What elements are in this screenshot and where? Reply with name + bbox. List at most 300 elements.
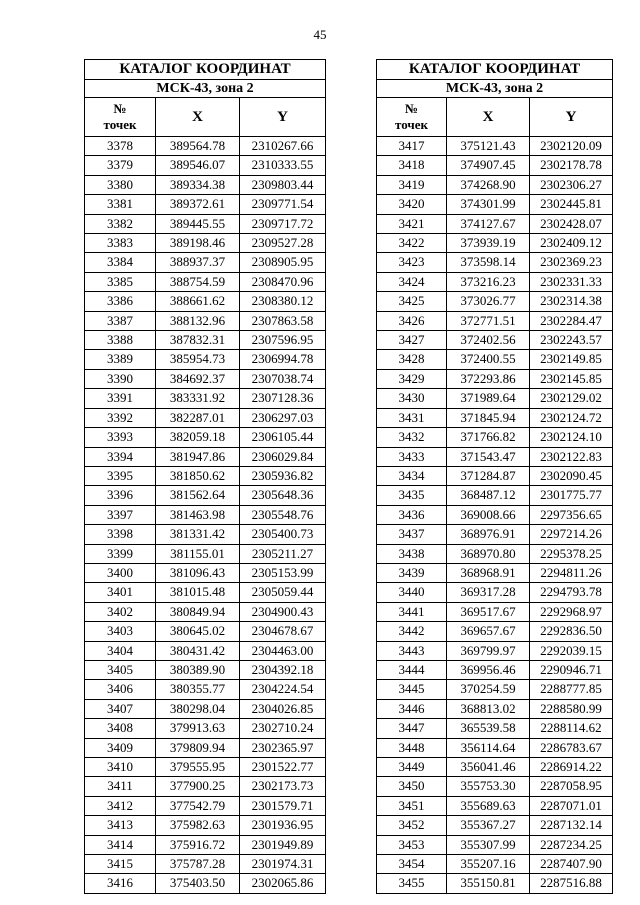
table-row — [85, 544, 326, 563]
table-row — [85, 447, 326, 466]
column-header-x: X — [447, 98, 530, 137]
y-coordinate-cell: 2287516.88 — [530, 874, 613, 893]
x-coordinate-cell: 368968.91 — [447, 563, 530, 582]
x-coordinate-cell: 371284.87 — [447, 466, 530, 485]
table-row — [377, 855, 613, 874]
x-coordinate-cell: 380431.42 — [156, 641, 240, 660]
point-number-cell: 3401 — [85, 583, 156, 602]
point-number-cell: 3451 — [377, 796, 447, 815]
point-number-cell: 3435 — [377, 486, 447, 505]
x-coordinate-cell: 355150.81 — [447, 874, 530, 893]
table-row — [377, 408, 613, 427]
point-number-cell: 3426 — [377, 311, 447, 330]
y-coordinate-cell: 2306105.44 — [240, 428, 326, 447]
table-row — [377, 466, 613, 485]
x-coordinate-cell: 373598.14 — [447, 253, 530, 272]
y-coordinate-cell: 2305400.73 — [240, 525, 326, 544]
y-coordinate-cell: 2302243.57 — [530, 331, 613, 350]
y-coordinate-cell: 2305548.76 — [240, 505, 326, 524]
column-header-point-number — [377, 98, 447, 137]
table-row — [377, 680, 613, 699]
x-coordinate-cell: 372402.56 — [447, 331, 530, 350]
table-row — [377, 447, 613, 466]
y-coordinate-cell: 2304392.18 — [240, 660, 326, 679]
x-coordinate-cell: 389564.78 — [156, 137, 240, 156]
x-coordinate-cell: 374907.45 — [447, 156, 530, 175]
y-coordinate-cell: 2287132.14 — [530, 816, 613, 835]
table-row — [377, 311, 613, 330]
y-coordinate-cell: 2301974.31 — [240, 855, 326, 874]
x-coordinate-cell: 355307.99 — [447, 835, 530, 854]
point-number-cell: 3412 — [85, 796, 156, 815]
point-number-cell: 3434 — [377, 466, 447, 485]
table-row — [85, 796, 326, 815]
x-coordinate-cell: 384692.37 — [156, 369, 240, 388]
x-coordinate-cell: 380355.77 — [156, 680, 240, 699]
table-row — [85, 253, 326, 272]
point-number-cell: 3386 — [85, 292, 156, 311]
y-coordinate-cell: 2305211.27 — [240, 544, 326, 563]
table-row — [85, 156, 326, 175]
x-coordinate-cell: 381947.86 — [156, 447, 240, 466]
point-number-cell: 3403 — [85, 622, 156, 641]
table-row — [85, 583, 326, 602]
x-coordinate-cell: 389445.55 — [156, 214, 240, 233]
point-number-cell: 3450 — [377, 777, 447, 796]
column-header-y: Y — [530, 98, 613, 137]
table-row — [377, 234, 613, 253]
y-coordinate-cell: 2302710.24 — [240, 719, 326, 738]
column-header-number-sign: № — [404, 101, 419, 116]
x-coordinate-cell: 379913.63 — [156, 719, 240, 738]
column-header-points-word: точек — [395, 117, 428, 132]
point-number-cell: 3443 — [377, 641, 447, 660]
point-number-cell: 3408 — [85, 719, 156, 738]
table-row — [85, 835, 326, 854]
x-coordinate-cell: 356041.46 — [447, 758, 530, 777]
table-row — [377, 369, 613, 388]
point-number-cell: 3402 — [85, 602, 156, 621]
table-row — [377, 272, 613, 291]
point-number-cell: 3414 — [85, 835, 156, 854]
table-row — [85, 331, 326, 350]
y-coordinate-cell: 2287058.95 — [530, 777, 613, 796]
x-coordinate-cell: 375916.72 — [156, 835, 240, 854]
table-row — [85, 563, 326, 582]
y-coordinate-cell: 2307128.36 — [240, 389, 326, 408]
x-coordinate-cell: 380389.90 — [156, 660, 240, 679]
point-number-cell: 3400 — [85, 563, 156, 582]
table-row — [377, 486, 613, 505]
x-coordinate-cell: 382059.18 — [156, 428, 240, 447]
x-coordinate-cell: 374127.67 — [447, 214, 530, 233]
table-title: КАТАЛОГ КООРДИНАТ — [377, 60, 613, 80]
point-number-cell: 3417 — [377, 137, 447, 156]
x-coordinate-cell: 375403.50 — [156, 874, 240, 893]
point-number-cell: 3424 — [377, 272, 447, 291]
table-row — [377, 699, 613, 718]
point-number-cell: 3445 — [377, 680, 447, 699]
point-number-cell: 3395 — [85, 466, 156, 485]
table-row — [85, 777, 326, 796]
point-number-cell: 3430 — [377, 389, 447, 408]
x-coordinate-cell: 371766.82 — [447, 428, 530, 447]
point-number-cell: 3423 — [377, 253, 447, 272]
column-header-point-number — [85, 98, 156, 137]
x-coordinate-cell: 375787.28 — [156, 855, 240, 874]
point-number-cell: 3444 — [377, 660, 447, 679]
x-coordinate-cell: 374301.99 — [447, 195, 530, 214]
table-row — [377, 175, 613, 194]
y-coordinate-cell: 2302409.12 — [530, 234, 613, 253]
y-coordinate-cell: 2302365.97 — [240, 738, 326, 757]
x-coordinate-cell: 374268.90 — [447, 175, 530, 194]
table-row — [377, 738, 613, 757]
x-coordinate-cell: 373026.77 — [447, 292, 530, 311]
x-coordinate-cell: 388937.37 — [156, 253, 240, 272]
table-row — [85, 137, 326, 156]
table-row — [377, 253, 613, 272]
x-coordinate-cell: 383331.92 — [156, 389, 240, 408]
table-row — [85, 699, 326, 718]
x-coordinate-cell: 369008.66 — [447, 505, 530, 524]
table-row — [377, 156, 613, 175]
column-header-number-sign: № — [113, 101, 127, 116]
table-row — [377, 195, 613, 214]
point-number-cell: 3393 — [85, 428, 156, 447]
table-row — [85, 234, 326, 253]
table-row — [85, 602, 326, 621]
table-row — [85, 466, 326, 485]
x-coordinate-cell: 381155.01 — [156, 544, 240, 563]
table-row — [85, 738, 326, 757]
table-row — [85, 214, 326, 233]
point-number-cell: 3442 — [377, 622, 447, 641]
x-coordinate-cell: 381463.98 — [156, 505, 240, 524]
point-number-cell: 3427 — [377, 331, 447, 350]
y-coordinate-cell: 2301579.71 — [240, 796, 326, 815]
table-subtitle: МСК-43, зона 2 — [85, 80, 326, 98]
y-coordinate-cell: 2292968.97 — [530, 602, 613, 621]
y-coordinate-cell: 2302129.02 — [530, 389, 613, 408]
y-coordinate-cell: 2306297.03 — [240, 408, 326, 427]
table-row — [377, 505, 613, 524]
point-number-cell: 3453 — [377, 835, 447, 854]
x-coordinate-cell: 371989.64 — [447, 389, 530, 408]
point-number-cell: 3436 — [377, 505, 447, 524]
x-coordinate-cell: 377542.79 — [156, 796, 240, 815]
table-row — [85, 816, 326, 835]
y-coordinate-cell: 2306029.84 — [240, 447, 326, 466]
table-row — [85, 680, 326, 699]
point-number-cell: 3418 — [377, 156, 447, 175]
table-row — [85, 486, 326, 505]
y-coordinate-cell: 2286914.22 — [530, 758, 613, 777]
x-coordinate-cell: 369657.67 — [447, 622, 530, 641]
point-number-cell: 3454 — [377, 855, 447, 874]
table-row — [85, 195, 326, 214]
y-coordinate-cell: 2307863.58 — [240, 311, 326, 330]
point-number-cell: 3411 — [85, 777, 156, 796]
x-coordinate-cell: 355207.16 — [447, 855, 530, 874]
y-coordinate-cell: 2288114.62 — [530, 719, 613, 738]
table-row — [85, 428, 326, 447]
y-coordinate-cell: 2301949.89 — [240, 835, 326, 854]
table-row — [377, 525, 613, 544]
point-number-cell: 3425 — [377, 292, 447, 311]
table-row — [377, 641, 613, 660]
point-number-cell: 3407 — [85, 699, 156, 718]
column-header-x: X — [156, 98, 240, 137]
point-number-cell: 3404 — [85, 641, 156, 660]
y-coordinate-cell: 2290946.71 — [530, 660, 613, 679]
table-row — [85, 389, 326, 408]
x-coordinate-cell: 375121.43 — [447, 137, 530, 156]
point-number-cell: 3398 — [85, 525, 156, 544]
y-coordinate-cell: 2302122.83 — [530, 447, 613, 466]
table-row — [377, 835, 613, 854]
x-coordinate-cell: 381096.43 — [156, 563, 240, 582]
point-number-cell: 3448 — [377, 738, 447, 757]
point-number-cell: 3383 — [85, 234, 156, 253]
table-row — [85, 175, 326, 194]
point-number-cell: 3447 — [377, 719, 447, 738]
point-number-cell: 3392 — [85, 408, 156, 427]
point-number-cell: 3394 — [85, 447, 156, 466]
point-number-cell: 3420 — [377, 195, 447, 214]
y-coordinate-cell: 2304026.85 — [240, 699, 326, 718]
y-coordinate-cell: 2305648.36 — [240, 486, 326, 505]
x-coordinate-cell: 369517.67 — [447, 602, 530, 621]
table-row — [85, 311, 326, 330]
x-coordinate-cell: 373939.19 — [447, 234, 530, 253]
page-number: 45 — [313, 27, 327, 42]
point-number-cell: 3449 — [377, 758, 447, 777]
y-coordinate-cell: 2309771.54 — [240, 195, 326, 214]
point-number-cell: 3416 — [85, 874, 156, 893]
y-coordinate-cell: 2287234.25 — [530, 835, 613, 854]
point-number-cell: 3433 — [377, 447, 447, 466]
x-coordinate-cell: 381562.64 — [156, 486, 240, 505]
point-number-cell: 3419 — [377, 175, 447, 194]
table-row — [377, 758, 613, 777]
point-number-cell: 3397 — [85, 505, 156, 524]
y-coordinate-cell: 2294811.26 — [530, 563, 613, 582]
y-coordinate-cell: 2297214.26 — [530, 525, 613, 544]
table-row — [377, 428, 613, 447]
x-coordinate-cell: 389198.46 — [156, 234, 240, 253]
table-row — [85, 874, 326, 893]
x-coordinate-cell: 373216.23 — [447, 272, 530, 291]
point-number-cell: 3415 — [85, 855, 156, 874]
table-row — [377, 874, 613, 893]
y-coordinate-cell: 2302145.85 — [530, 369, 613, 388]
y-coordinate-cell: 2305153.99 — [240, 563, 326, 582]
y-coordinate-cell: 2307038.74 — [240, 369, 326, 388]
y-coordinate-cell: 2304900.43 — [240, 602, 326, 621]
table-row — [377, 389, 613, 408]
y-coordinate-cell: 2292836.50 — [530, 622, 613, 641]
point-number-cell: 3428 — [377, 350, 447, 369]
x-coordinate-cell: 379809.94 — [156, 738, 240, 757]
y-coordinate-cell: 2302149.85 — [530, 350, 613, 369]
table-row — [377, 622, 613, 641]
y-coordinate-cell: 2308470.96 — [240, 272, 326, 291]
point-number-cell: 3387 — [85, 311, 156, 330]
point-number-cell: 3396 — [85, 486, 156, 505]
x-coordinate-cell: 375982.63 — [156, 816, 240, 835]
y-coordinate-cell: 2302178.78 — [530, 156, 613, 175]
x-coordinate-cell: 365539.58 — [447, 719, 530, 738]
x-coordinate-cell: 370254.59 — [447, 680, 530, 699]
y-coordinate-cell: 2288777.85 — [530, 680, 613, 699]
x-coordinate-cell: 381015.48 — [156, 583, 240, 602]
x-coordinate-cell: 369956.46 — [447, 660, 530, 679]
y-coordinate-cell: 2308380.12 — [240, 292, 326, 311]
x-coordinate-cell: 377900.25 — [156, 777, 240, 796]
point-number-cell: 3410 — [85, 758, 156, 777]
point-number-cell: 3452 — [377, 816, 447, 835]
x-coordinate-cell: 389334.38 — [156, 175, 240, 194]
x-coordinate-cell: 369317.28 — [447, 583, 530, 602]
x-coordinate-cell: 355689.63 — [447, 796, 530, 815]
table-row — [85, 641, 326, 660]
point-number-cell: 3446 — [377, 699, 447, 718]
y-coordinate-cell: 2302369.23 — [530, 253, 613, 272]
point-number-cell: 3439 — [377, 563, 447, 582]
point-number-cell: 3437 — [377, 525, 447, 544]
table-row — [85, 855, 326, 874]
x-coordinate-cell: 382287.01 — [156, 408, 240, 427]
table-row — [85, 369, 326, 388]
y-coordinate-cell: 2304224.54 — [240, 680, 326, 699]
y-coordinate-cell: 2302124.72 — [530, 408, 613, 427]
point-number-cell: 3380 — [85, 175, 156, 194]
point-number-cell: 3431 — [377, 408, 447, 427]
point-number-cell: 3399 — [85, 544, 156, 563]
point-number-cell: 3432 — [377, 428, 447, 447]
point-number-cell: 3378 — [85, 137, 156, 156]
y-coordinate-cell: 2308905.95 — [240, 253, 326, 272]
y-coordinate-cell: 2301522.77 — [240, 758, 326, 777]
x-coordinate-cell: 355753.30 — [447, 777, 530, 796]
point-number-cell: 3384 — [85, 253, 156, 272]
y-coordinate-cell: 2302120.09 — [530, 137, 613, 156]
table-row — [377, 816, 613, 835]
table-row — [377, 796, 613, 815]
table-row — [85, 292, 326, 311]
x-coordinate-cell: 372400.55 — [447, 350, 530, 369]
point-number-cell: 3440 — [377, 583, 447, 602]
coordinate-catalog-table-left — [84, 59, 326, 894]
point-number-cell: 3409 — [85, 738, 156, 757]
y-coordinate-cell: 2305936.82 — [240, 466, 326, 485]
y-coordinate-cell: 2294793.78 — [530, 583, 613, 602]
y-coordinate-cell: 2306994.78 — [240, 350, 326, 369]
table-row — [377, 660, 613, 679]
x-coordinate-cell: 368813.02 — [447, 699, 530, 718]
table-row — [85, 408, 326, 427]
x-coordinate-cell: 380298.04 — [156, 699, 240, 718]
x-coordinate-cell: 389546.07 — [156, 156, 240, 175]
y-coordinate-cell: 2304678.67 — [240, 622, 326, 641]
y-coordinate-cell: 2292039.15 — [530, 641, 613, 660]
point-number-cell: 3391 — [85, 389, 156, 408]
column-header-y: Y — [240, 98, 326, 137]
x-coordinate-cell: 389372.61 — [156, 195, 240, 214]
x-coordinate-cell: 388754.59 — [156, 272, 240, 291]
x-coordinate-cell: 381850.62 — [156, 466, 240, 485]
point-number-cell: 3385 — [85, 272, 156, 291]
table-row — [85, 525, 326, 544]
y-coordinate-cell: 2304463.00 — [240, 641, 326, 660]
y-coordinate-cell: 2287407.90 — [530, 855, 613, 874]
y-coordinate-cell: 2302284.47 — [530, 311, 613, 330]
point-number-cell: 3381 — [85, 195, 156, 214]
table-title: КАТАЛОГ КООРДИНАТ — [85, 60, 326, 80]
table-row — [377, 137, 613, 156]
y-coordinate-cell: 2302124.10 — [530, 428, 613, 447]
x-coordinate-cell: 355367.27 — [447, 816, 530, 835]
y-coordinate-cell: 2309717.72 — [240, 214, 326, 233]
table-row — [377, 583, 613, 602]
point-number-cell: 3422 — [377, 234, 447, 253]
y-coordinate-cell: 2305059.44 — [240, 583, 326, 602]
x-coordinate-cell: 372293.86 — [447, 369, 530, 388]
x-coordinate-cell: 372771.51 — [447, 311, 530, 330]
y-coordinate-cell: 2302065.86 — [240, 874, 326, 893]
point-number-cell: 3413 — [85, 816, 156, 835]
table-row — [85, 660, 326, 679]
y-coordinate-cell: 2309527.28 — [240, 234, 326, 253]
x-coordinate-cell: 371543.47 — [447, 447, 530, 466]
table-row — [377, 214, 613, 233]
y-coordinate-cell: 2309803.44 — [240, 175, 326, 194]
table-row — [377, 331, 613, 350]
x-coordinate-cell: 368970.80 — [447, 544, 530, 563]
table-row — [85, 350, 326, 369]
table-row — [377, 563, 613, 582]
y-coordinate-cell: 2310267.66 — [240, 137, 326, 156]
table-row — [377, 292, 613, 311]
x-coordinate-cell: 387832.31 — [156, 331, 240, 350]
table-row — [377, 777, 613, 796]
coordinate-catalog-table-right — [376, 59, 613, 894]
y-coordinate-cell: 2307596.95 — [240, 331, 326, 350]
table-subtitle: МСК-43, зона 2 — [377, 80, 613, 98]
point-number-cell: 3441 — [377, 602, 447, 621]
y-coordinate-cell: 2297356.65 — [530, 505, 613, 524]
y-coordinate-cell: 2302314.38 — [530, 292, 613, 311]
x-coordinate-cell: 371845.94 — [447, 408, 530, 427]
y-coordinate-cell: 2287071.01 — [530, 796, 613, 815]
y-coordinate-cell: 2310333.55 — [240, 156, 326, 175]
y-coordinate-cell: 2295378.25 — [530, 544, 613, 563]
y-coordinate-cell: 2302331.33 — [530, 272, 613, 291]
table-row — [85, 272, 326, 291]
point-number-cell: 3406 — [85, 680, 156, 699]
point-number-cell: 3421 — [377, 214, 447, 233]
point-number-cell: 3388 — [85, 331, 156, 350]
table-row — [377, 719, 613, 738]
y-coordinate-cell: 2288580.99 — [530, 699, 613, 718]
y-coordinate-cell: 2286783.67 — [530, 738, 613, 757]
x-coordinate-cell: 381331.42 — [156, 525, 240, 544]
y-coordinate-cell: 2302090.45 — [530, 466, 613, 485]
point-number-cell: 3405 — [85, 660, 156, 679]
table-row — [85, 622, 326, 641]
x-coordinate-cell: 356114.64 — [447, 738, 530, 757]
